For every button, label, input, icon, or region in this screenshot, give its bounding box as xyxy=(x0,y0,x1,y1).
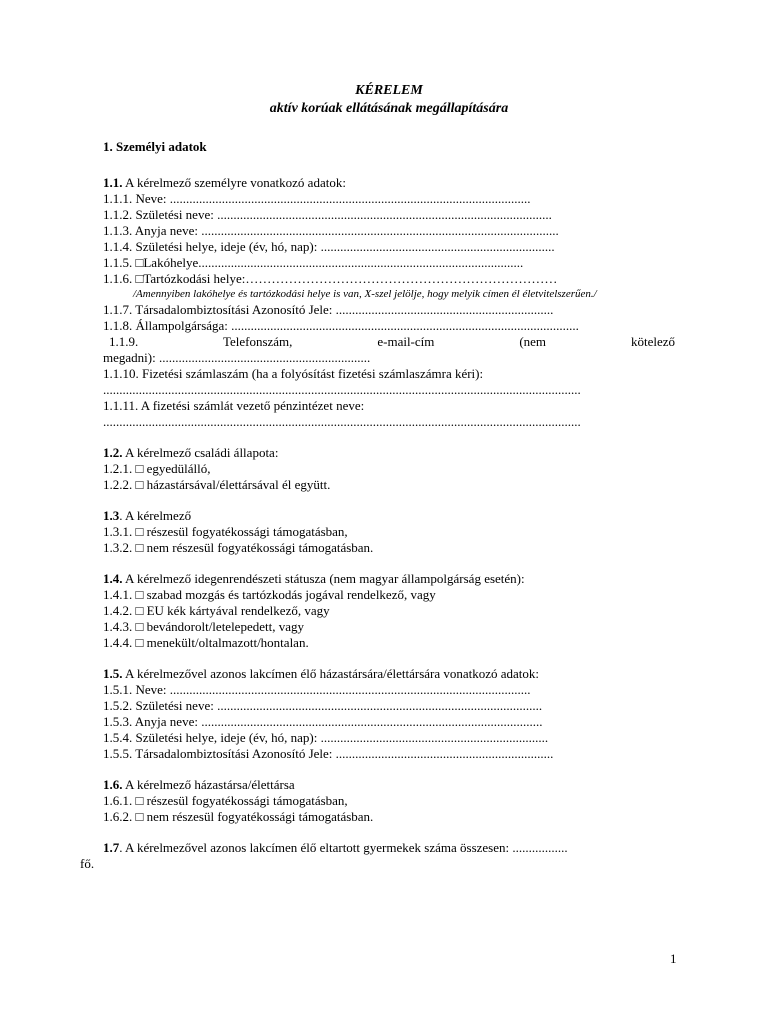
page-number: 1 xyxy=(670,951,677,966)
section-number: 1.4. xyxy=(103,571,123,586)
field-1-1-3[interactable]: 1.1.3. Anyja neve: .............................................................................................................. xyxy=(103,223,559,238)
field-1-1-10[interactable]: ................................................................................................................................................... xyxy=(103,382,581,397)
checkbox-1-4-2[interactable]: 1.4.2. □ EU kék kártyával rendelkező, vagy xyxy=(103,603,330,618)
section-text: A kérelmező idegenrendészeti státusza (nem magyar állampolgárság esetén): xyxy=(122,571,525,586)
section-1-1-heading xyxy=(103,175,675,191)
checkbox-1-4-4[interactable]: 1.4.4. □ menekült/oltalmazott/hontalan. xyxy=(103,635,309,650)
field-1-1-11-label: 1.1.11. A fizetési számlát vezető pénzintézet neve: xyxy=(103,398,365,413)
section-text: . A kérelmező xyxy=(119,508,192,523)
checkbox-1-2-2[interactable]: 1.2.2. □ házastársával/élettársával él együtt. xyxy=(103,477,331,492)
checkbox-1-3-2[interactable]: 1.3.2. □ nem részesül fogyatékossági támogatásban. xyxy=(103,540,374,555)
section-1-7-heading[interactable] xyxy=(103,840,675,856)
address-note: /Amennyiben lakóhelye és tartózkodási helye is van, X-szel jelölje, hogy melyik címen él életvitelszerűen./ xyxy=(133,288,597,300)
field-1-5-2[interactable]: 1.5.2. Születési neve: .................................................................................................... xyxy=(103,698,543,713)
section-text: A kérelmezővel azonos lakcímen élő házastársára/élettársára vonatkozó adatok: xyxy=(122,666,540,681)
section-1-heading: 1. Személyi adatok xyxy=(103,139,207,154)
section-1-2-heading xyxy=(103,445,675,461)
field-1-5-4[interactable]: 1.5.4. Születési helye, ideje (év, hó, nap): ...................................................................... xyxy=(103,730,549,745)
field-1-1-7[interactable]: 1.1.7. Társadalombiztosítási Azonosító Jele: ................................................................... xyxy=(103,302,554,317)
field-1-1-9-label: 1.1.9. Telefonszám, e-mail-cím (nem kötelező xyxy=(109,334,675,349)
section-1-4-heading xyxy=(103,571,675,587)
checkbox-1-2-1[interactable]: 1.2.1. □ egyedülálló, xyxy=(103,461,211,476)
section-number: 1.6. xyxy=(103,777,123,792)
section-text: A kérelmező személyre vonatkozó adatok: xyxy=(122,175,346,190)
field-1-1-6[interactable]: 1.1.6. □Tartózkodási helye:……………………………………………………………… xyxy=(103,271,558,286)
section-text: A kérelmező családi állapota: xyxy=(122,445,279,460)
field-1-5-3[interactable]: 1.5.3. Anyja neve: ......................................................................................................... xyxy=(103,714,543,729)
field-1-1-9[interactable]: megadni): ................................................................. xyxy=(103,350,371,365)
field-1-1-2[interactable]: 1.1.2. Születési neve: ....................................................................................................... xyxy=(103,207,552,222)
section-number: 1.5. xyxy=(103,666,123,681)
document-title: KÉRELEM xyxy=(355,83,423,98)
children-count-unit: fő. xyxy=(80,856,95,871)
section-number: 1.1. xyxy=(103,175,123,190)
checkbox-1-6-1[interactable]: 1.6.1. □ részesül fogyatékossági támogatásban, xyxy=(103,793,348,808)
section-1-5-heading xyxy=(103,666,675,682)
section-number: 1.2. xyxy=(103,445,123,460)
field-1-1-8[interactable]: 1.1.8. Állampolgársága: ........................................................................................................... xyxy=(103,318,579,333)
field-1-1-1[interactable]: 1.1.1. Neve: ............................................................................................................... xyxy=(103,191,531,206)
field-1-1-10-label: 1.1.10. Fizetési számlaszám (ha a folyósítást fizetési számlaszámra kéri): xyxy=(103,366,484,381)
section-number: 1.7 xyxy=(103,840,120,855)
field-1-1-11[interactable]: ................................................................................................................................................... xyxy=(103,414,581,429)
checkbox-1-4-1[interactable]: 1.4.1. □ szabad mozgás és tartózkodás jogával rendelkező, vagy xyxy=(103,587,436,602)
section-1-6-heading xyxy=(103,777,675,793)
section-text: . A kérelmezővel azonos lakcímen élő eltartott gyermekek száma összesen: ................. xyxy=(119,840,568,855)
field-1-1-4[interactable]: 1.1.4. Születési helye, ideje (év, hó, nap): ........................................................................ xyxy=(103,239,555,254)
checkbox-1-4-3[interactable]: 1.4.3. □ bevándorolt/letelepedett, vagy xyxy=(103,619,304,634)
field-1-5-5[interactable]: 1.5.5. Társadalombiztosítási Azonosító Jele: ................................................................... xyxy=(103,746,554,761)
checkbox-1-6-2[interactable]: 1.6.2. □ nem részesül fogyatékossági támogatásban. xyxy=(103,809,374,824)
section-text: A kérelmező házastársa/élettársa xyxy=(122,777,295,792)
document-subtitle: aktív korúak ellátásának megállapítására xyxy=(269,101,509,116)
section-number: 1.3 xyxy=(103,508,120,523)
checkbox-1-3-1[interactable]: 1.3.1. □ részesül fogyatékossági támogatásban, xyxy=(103,524,348,539)
field-1-5-1[interactable]: 1.5.1. Neve: ............................................................................................................... xyxy=(103,682,531,697)
document-page xyxy=(80,82,675,872)
section-1-3-heading xyxy=(103,508,675,524)
field-1-1-5[interactable]: 1.1.5. □Lakóhelye.................................................................................................... xyxy=(103,255,524,270)
